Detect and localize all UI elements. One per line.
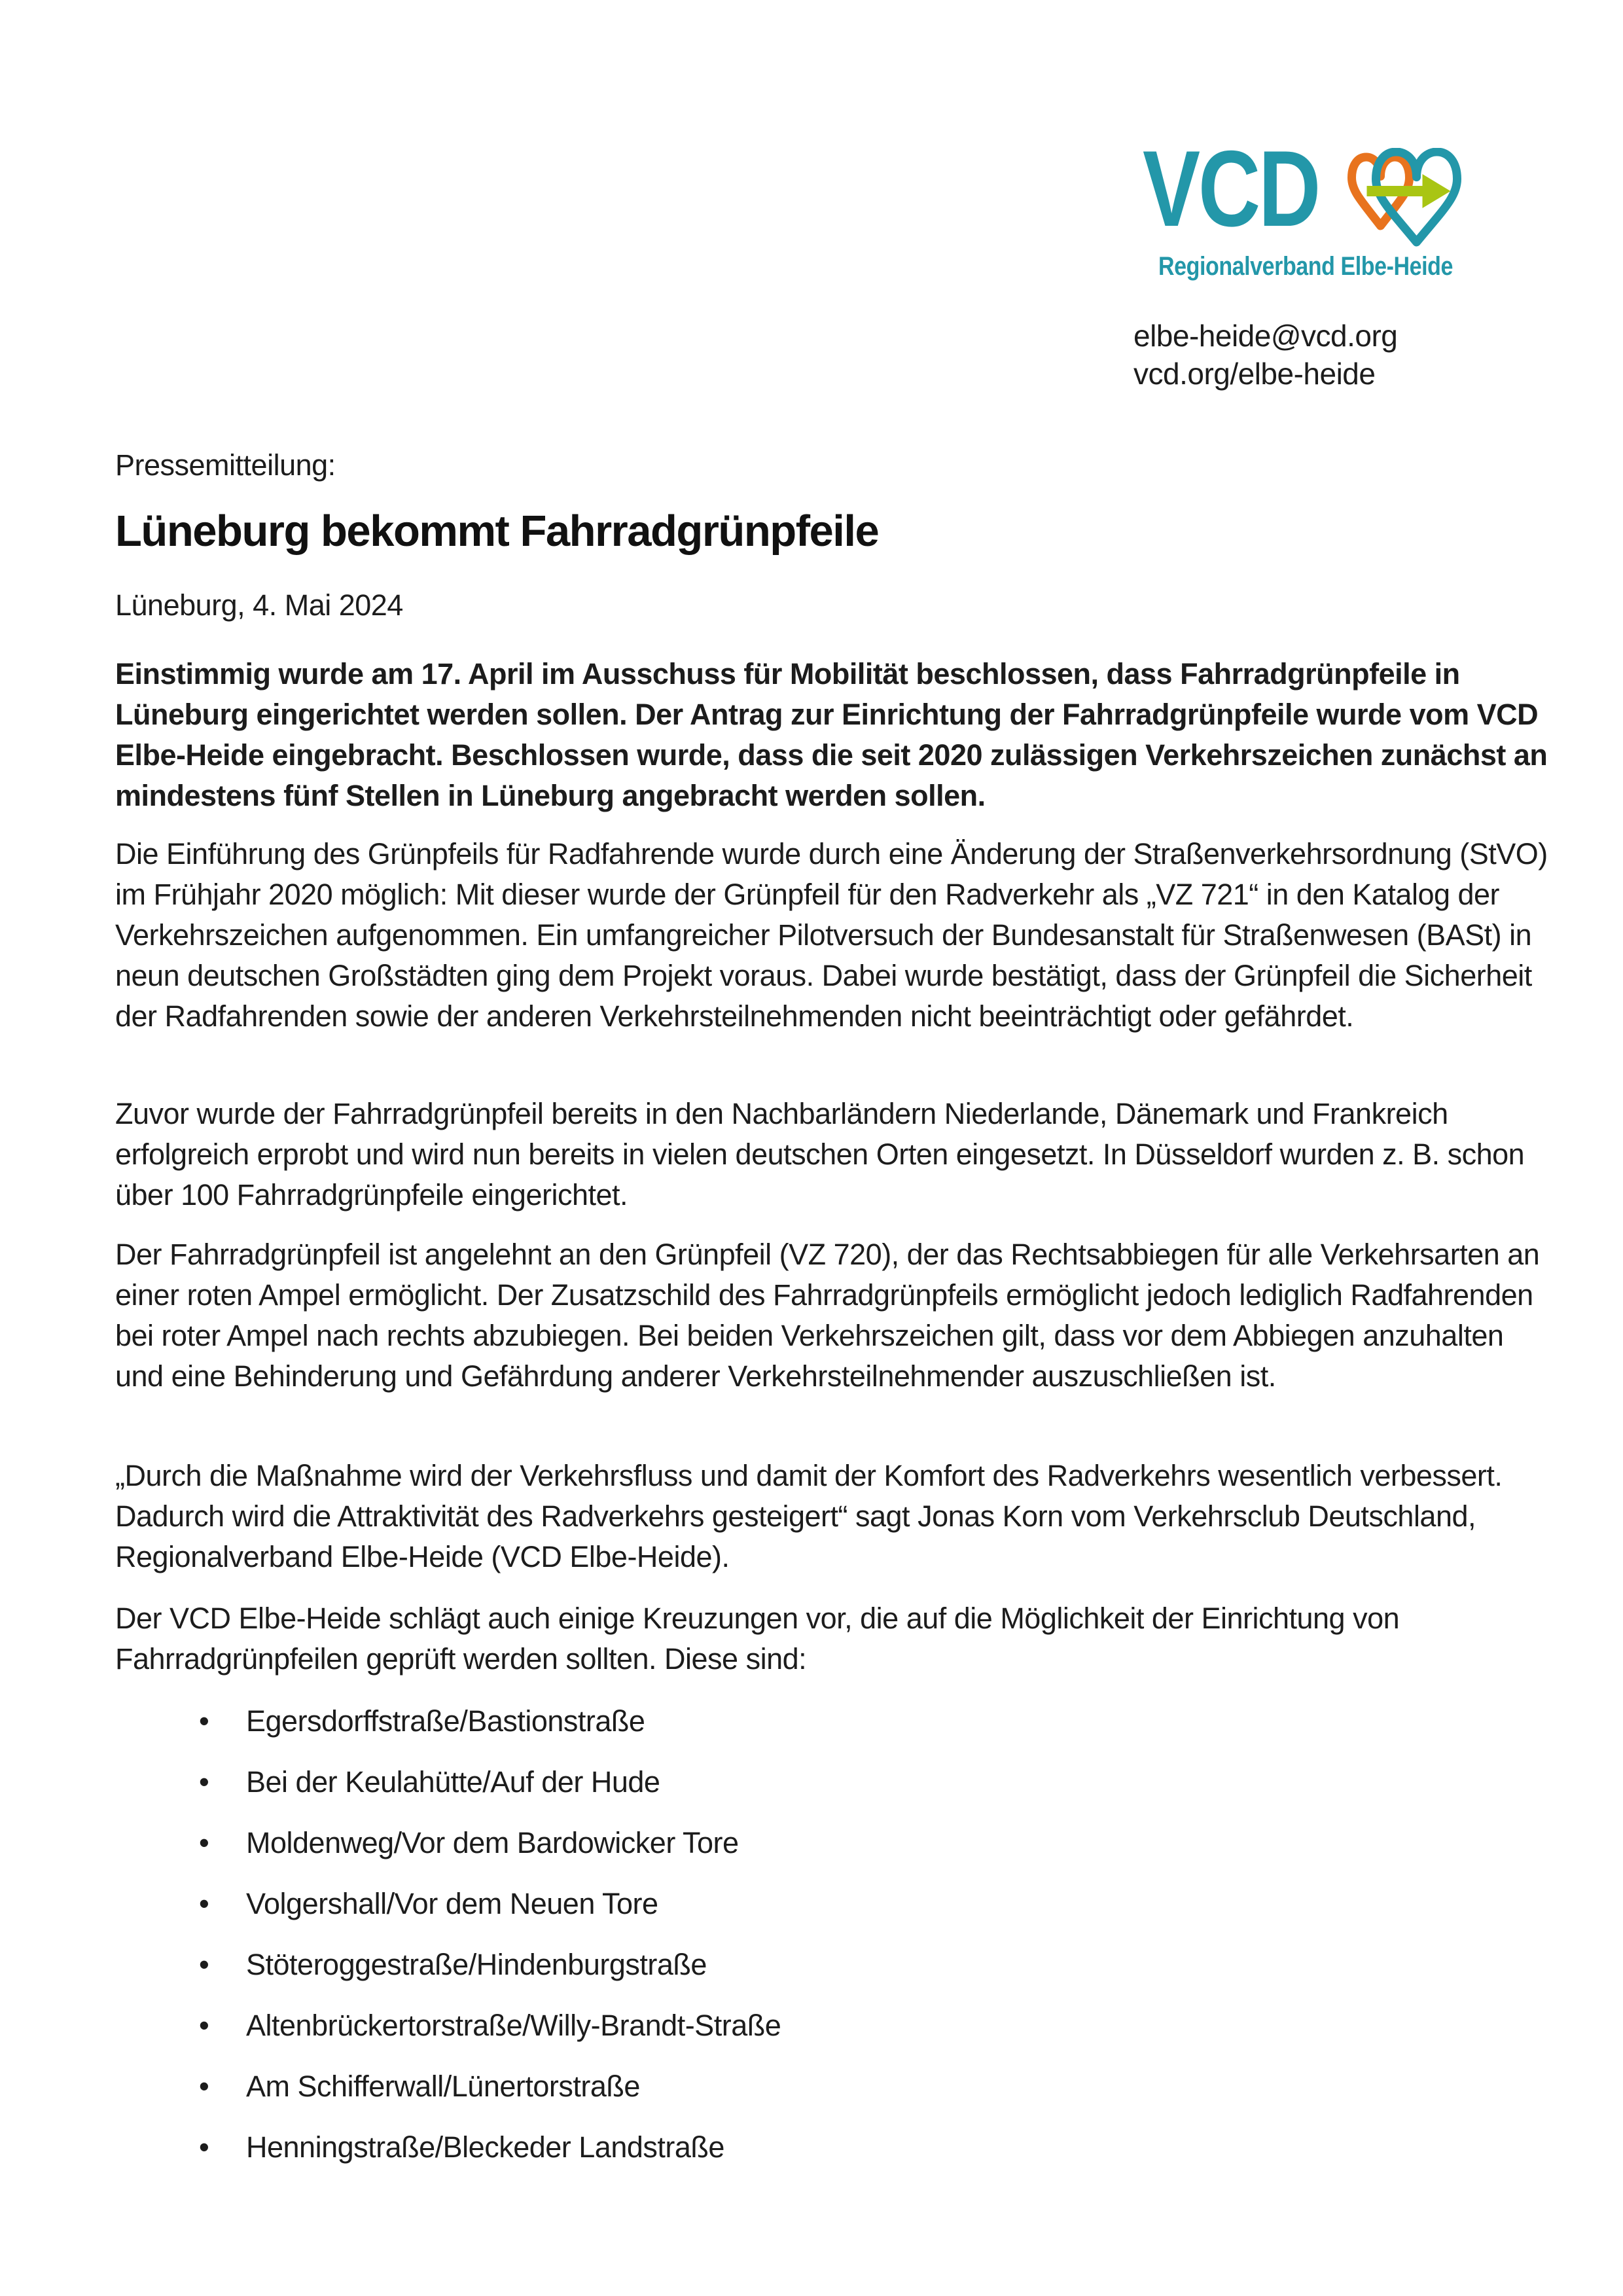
contact-email[interactable]: elbe-heide@vcd.org xyxy=(1133,319,1398,353)
list-item: • Henningstraße/Bleckeder Landstraße xyxy=(246,2127,1548,2168)
list-item: • Altenbrückertorstraße/Willy-Brandt-Straße xyxy=(246,2005,1548,2046)
contact-website[interactable]: vcd.org/elbe-heide xyxy=(1133,357,1376,391)
logo-subtitle: Regionalverband Elbe-Heide xyxy=(1158,252,1453,281)
list-item: • Egersdorffstraße/Bastionstraße xyxy=(246,1701,1548,1742)
double-heart-arrow-icon xyxy=(1347,148,1462,247)
contact-block xyxy=(1133,317,1397,393)
page-title: Lüneburg bekommt Fahrradgrünpfeile xyxy=(115,507,879,556)
vcd-wordmark: VCD xyxy=(1143,128,1319,249)
lead-paragraph: Einstimmig wurde am 17. April im Ausschuss für Mobilität beschlossen, dass Fahrradgrünpfeile in Lüneburg eingerichtet werden sollen. Der Antrag zur Einrichtung der Fahrradgrünpfeile wurde vom VCD Elbe-Heide eingebracht. Beschlossen wurde, dass die seit 2020 zulässigen Verkehrszeichen zunächst an mindestens fünf Stellen in Lüneburg angebracht werden sollen. xyxy=(115,657,1548,812)
list-item: • Am Schifferwall/Lünertorstraße xyxy=(246,2066,1548,2107)
list-item: • Stöteroggestraße/Hindenburgstraße xyxy=(246,1945,1548,1985)
intersection-list xyxy=(115,1701,1548,2188)
list-intro-paragraph: Der VCD Elbe-Heide schlägt auch einige Kreuzungen vor, die auf die Möglichkeit der Einrichtung von Fahrradgrünpfeilen geprüft werden sollten. Diese sind: xyxy=(115,1602,1400,1676)
kicker-pressemitteilung: Pressemitteilung: xyxy=(115,448,336,482)
body-paragraph-2: Zuvor wurde der Fahrradgrünpfeil bereits in den Nachbarländern Niederlande, Dänemark und Frankreich erfolgreich erprobt und wird nun bereits in vielen deutschen Orten eingesetzt. In Düsseldorf wurden z. B. schon über 100 Fahrradgrünpfeile eingerichtet. xyxy=(115,1097,1525,1211)
teal-heart-outline xyxy=(1376,152,1457,242)
quote-paragraph: „Durch die Maßnahme wird der Verkehrsfluss und damit der Komfort des Radverkehrs wesentlich verbessert. Dadurch wird die Attraktivität des Radverkehrs gesteigert“ sagt Jonas Korn vom Verkehrsclub Deutschland, Regionalverband Elbe-Heide (VCD Elbe-Heide). xyxy=(115,1459,1503,1573)
list-item: • Bei der Keulahütte/Auf der Hude xyxy=(246,1762,1548,1803)
body-paragraph-1: Die Einführung des Grünpfeils für Radfahrende wurde durch eine Änderung der Straßenverkehrsordnung (StVO) im Frühjahr 2020 möglich: Mit dieser wurde der Grünpfeil für den Radverkehr als „VZ 721“ in den Katalog der Verkehrszeichen aufgenommen. Ein umfangreicher Pilotversuch der Bundesanstalt für Straßenwesen (BASt) in neun deutschen Großstädten ging dem Projekt voraus. Dabei wurde bestätigt, dass der Grünpfeil die Sicherheit der Radfahrenden sowie der anderen Verkehrsteilnehmenden nicht beeinträchtigt oder gefährdet. xyxy=(115,837,1548,1033)
list-item: • Volgershall/Vor dem Neuen Tore xyxy=(246,1884,1548,1924)
list-item: • Moldenweg/Vor dem Bardowicker Tore xyxy=(246,1823,1548,1863)
body-paragraph-3: Der Fahrradgrünpfeil ist angelehnt an den Grünpfeil (VZ 720), der das Rechtsabbiegen für alle Verkehrsarten an einer roten Ampel ermöglicht. Der Zusatzschild des Fahrradgrünpfeils ermöglicht jedoch lediglich Radfahrenden bei roter Ampel nach rechts abzubiegen. Bei beiden Verkehrszeichen gilt, dass vor dem Abbiegen anzuhalten und eine Behinderung und Gefährdung anderer Verkehrsteilnehmender auszuschließen ist. xyxy=(115,1238,1540,1393)
dateline: Lüneburg, 4. Mai 2024 xyxy=(115,588,403,622)
